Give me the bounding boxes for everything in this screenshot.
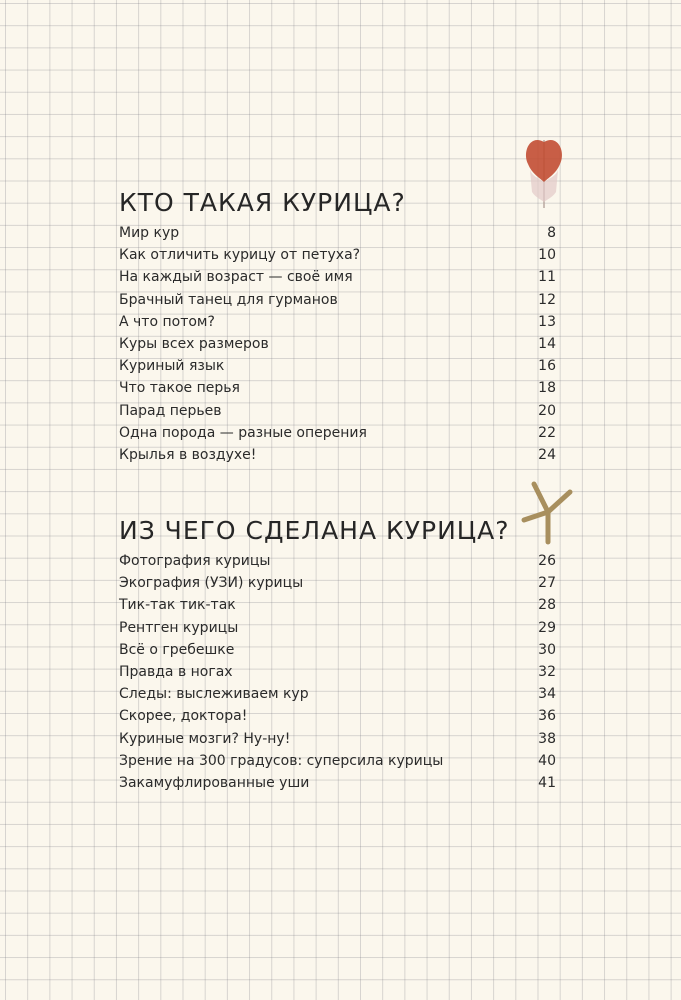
section-title: ИЗ ЧЕГО СДЕЛАНА КУРИЦА?	[119, 516, 510, 545]
toc-entry[interactable]	[119, 311, 556, 333]
toc-entry-page: 18	[538, 380, 556, 397]
toc-entry-page: 27	[538, 575, 556, 592]
toc-entry-label: Что такое перья	[119, 380, 240, 397]
toc-entry-label: Тик-так тик-так	[119, 597, 236, 614]
toc-entry-label: На каждый возраст — своё имя	[119, 269, 353, 286]
toc-entry-page: 10	[538, 247, 556, 264]
toc-entry[interactable]	[119, 728, 556, 750]
toc-entry[interactable]	[119, 422, 556, 444]
toc-entry[interactable]	[119, 266, 556, 288]
toc-section-who	[119, 186, 556, 466]
toc-entry[interactable]	[119, 594, 556, 616]
toc-entry[interactable]	[119, 705, 556, 727]
toc-entry[interactable]	[119, 289, 556, 311]
toc-entry-page: 28	[538, 597, 556, 614]
toc-entry[interactable]	[119, 617, 556, 639]
toc-entry[interactable]	[119, 333, 556, 355]
toc-entry[interactable]	[119, 355, 556, 377]
toc-entry-page: 24	[538, 446, 556, 463]
toc-entry[interactable]	[119, 400, 556, 422]
toc-section-made-of	[119, 514, 556, 794]
toc-entry-page: 29	[538, 619, 556, 636]
toc-entry-page: 8	[547, 225, 556, 241]
toc-entry[interactable]	[119, 772, 556, 794]
toc-entry-page: 41	[538, 774, 556, 791]
toc-entry[interactable]	[119, 750, 556, 772]
toc-entry-label: Мир кур	[119, 225, 180, 241]
toc-entry-label: Куриные мозги? Ну-ну!	[119, 730, 291, 747]
toc-entry-label: Экография (УЗИ) курицы	[119, 575, 304, 592]
section-title: КТО ТАКАЯ КУРИЦА?	[119, 188, 406, 217]
toc-entry[interactable]	[119, 377, 556, 399]
toc-entry-page: 40	[538, 752, 556, 769]
toc-entry-page: 16	[538, 358, 556, 375]
toc-entry-page: 20	[538, 402, 556, 419]
toc-list	[119, 222, 556, 466]
toc-entry-page: 38	[538, 730, 556, 747]
toc-entry[interactable]	[119, 639, 556, 661]
toc-entry-label: Как отличить курицу от петуха?	[119, 247, 361, 264]
toc-entry[interactable]	[119, 244, 556, 266]
toc-entry-label: Рентген курицы	[119, 619, 239, 636]
toc-entry-label: Закамуфлированные уши	[119, 774, 310, 791]
toc-entry-label: Зрение на 300 градусов: суперсила курицы	[119, 752, 444, 769]
toc-entry-label: Одна порода — разные оперения	[119, 424, 367, 441]
toc-entry-label: Следы: выслеживаем кур	[119, 686, 309, 703]
toc-entry-page: 36	[538, 708, 556, 725]
toc-entry-label: Брачный танец для гурманов	[119, 291, 338, 308]
toc-entry[interactable]	[119, 661, 556, 683]
toc-entry[interactable]	[119, 572, 556, 594]
toc-entry-page: 32	[538, 663, 556, 680]
toc-entry-label: Всё о гребешке	[119, 641, 235, 658]
toc-entry-page: 26	[538, 553, 556, 569]
toc-entry-page: 12	[538, 291, 556, 308]
toc-list	[119, 550, 556, 794]
toc-entry-label: Крылья в воздухе!	[119, 446, 257, 463]
toc-entry-label: Куры всех размеров	[119, 335, 269, 352]
toc-entry-label: А что потом?	[119, 313, 215, 330]
toc-entry[interactable]	[119, 444, 556, 466]
toc-entry-page: 22	[538, 424, 556, 441]
toc-entry-page: 34	[538, 686, 556, 703]
toc-entry-page: 30	[538, 641, 556, 658]
toc-entry[interactable]	[119, 222, 556, 244]
toc-entry-label: Парад перьев	[119, 402, 222, 419]
toc-entry-label: Скорее, доктора!	[119, 708, 248, 725]
toc-entry-label: Правда в ногах	[119, 663, 233, 680]
toc-entry-page: 13	[538, 313, 556, 330]
toc-entry[interactable]	[119, 550, 556, 572]
toc-entry-page: 11	[538, 269, 556, 286]
toc-entry-label: Куриный язык	[119, 358, 225, 375]
toc-entry-label: Фотография курицы	[119, 553, 271, 569]
toc-entry-page: 14	[538, 335, 556, 352]
toc-entry[interactable]	[119, 683, 556, 705]
